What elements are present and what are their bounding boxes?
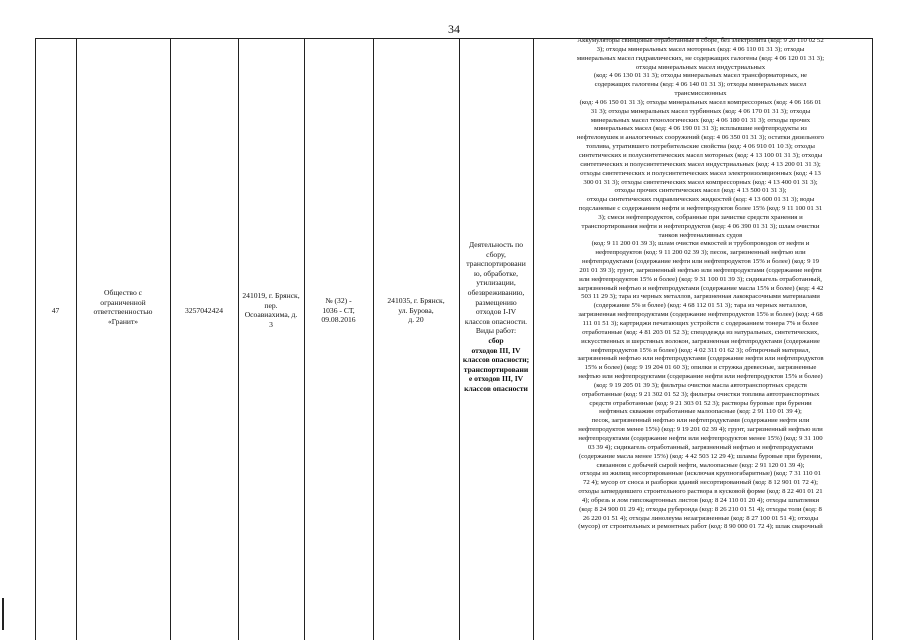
organization-name — [76, 288, 170, 326]
column-border — [373, 38, 374, 640]
waste-text-line: Аккумуляторы свинцовые отработанные в сборе, без электролита (код: 9 20 110 02 52 — [577, 37, 824, 44]
waste-text-line: (код: 8 24 900 01 29 4); отходы рубероида (код: 8 26 210 01 51 4); отходы толи (код: 8 — [579, 505, 822, 513]
waste-text-line: загрязненная нефтепродуктами (содержание нефтепродуктов 15% и более) (код: 4 68 — [578, 311, 823, 319]
waste-text-line: искусственных и шерстяных волокон, загрязненная нефтепродуктами (содержание — [581, 337, 820, 345]
organization-name-line: «Гранит» — [107, 316, 139, 326]
waste-text-line: (содержание 5% и более) (код: 4 68 112 01 51 3); тара из черных металлов, — [593, 302, 808, 310]
activity-text-line: классов опасности. — [464, 316, 528, 326]
activity-text-line: утилизации, — [476, 278, 516, 288]
activity-bold-line: сбор — [488, 335, 504, 345]
waste-text-line: песок, загрязненный нефтью или нефтепродуктами (содержание нефти или — [591, 417, 810, 425]
waste-text-line: 03 39 4); сидикагель отработанный, загрязненный нефтью и нефтепродуктами — [587, 443, 814, 451]
activity-description — [459, 240, 533, 394]
waste-text-line: (содержание масла менее 15%) (код: 4 42 503 12 29 4); шламы буровые при бурении, — [578, 452, 823, 460]
waste-text-line: нефтепродуктов 15% и более) (код: 4 02 311 01 62 3); обтирочный материал, — [590, 346, 811, 354]
column-border — [304, 38, 305, 640]
waste-text-line: 4); обрезь и лом гипсокартонных листов (код: 8 24 110 01 20 4); отходы шпатлевки — [581, 496, 820, 504]
legal-address-line: пер. — [264, 300, 278, 310]
activity-bold-line: классов опасности; — [462, 355, 530, 365]
waste-types-list — [534, 37, 867, 532]
waste-text-line: (код: 9 11 200 01 39 3); шлам очистки емкостей и трубопроводов от нефти и — [591, 240, 810, 248]
waste-text-line: 503 11 29 3); тара из черных металлов, загрязненная лакокрасочными материалами — [581, 293, 820, 301]
activity-bold-line: транспортировани — [463, 364, 529, 374]
waste-text-line: (код: 4 06 130 01 31 3); отходы минеральных масел трансформаторных, не — [593, 72, 808, 80]
waste-text-line: 300 01 31 3); отходы синтетических масел компрессорных (код: 4 13 400 01 31 3); — [583, 178, 818, 186]
activity-address-line: ул. Бурова, — [398, 305, 434, 315]
waste-text-line: связанном с добычей сырой нефти, малоопасные (код: 2 91 120 01 39 4); — [596, 461, 805, 469]
activity-text-line: обезвреживанию, — [467, 287, 525, 297]
waste-text-line: 111 01 51 3); картриджи печатающих устройств с содержанием тонера 7% и более — [582, 320, 819, 327]
waste-text-line: подсланевые с содержанием нефти и нефтепродуктов более 15% (код: 9 11 100 01 31 — [578, 205, 823, 213]
waste-text-line: (мусор) от строительных и ремонтных работ (код: 8 90 000 01 72 4); шлак сварочный — [578, 523, 823, 531]
legal-address-line: Осоавиахима, д. — [244, 310, 298, 320]
activity-text-line: транспортировани — [466, 259, 526, 269]
waste-text-line: 26 220 01 51 4); отходы линолеума незагрязненные (код: 8 27 100 01 51 4); отходы — [582, 514, 819, 522]
waste-text-line: содержащих галогены (код: 4 06 140 01 31 3); отходы минеральных масел — [594, 81, 807, 89]
waste-text-line: нефтепродуктов (код: 9 11 200 02 39 3); песок, загрязненный нефтью или — [595, 249, 806, 257]
activity-text-line: ю, обработке, — [474, 268, 518, 278]
activity-address-line: 241035, г. Брянск, — [387, 296, 445, 305]
waste-text-line: нефтепродуктов менее 15%) (код: 9 19 201 02 39 4); грунт, загрязненный нефтью или — [578, 426, 823, 434]
waste-text-line: отходы из жилищ несортированные (исключая крупногабаритные) (код: 7 31 110 01 — [580, 470, 821, 478]
waste-text-line: 201 01 39 3); грунт, загрязненный нефтью или нефтепродуктами (содержание нефти — [579, 266, 822, 274]
waste-text-line: синтетических и полусинтетических масел индустриальных (код: 4 13 200 01 31 3); — [580, 160, 821, 168]
waste-text-line: 3); смеси нефтепродуктов, собранные при зачистке средств хранения и — [598, 213, 803, 221]
waste-text-line: нефтяных скважин отработанные малоопасные (код: 2 91 110 01 39 4); — [599, 408, 802, 416]
legal-address-line: 241019, г. Брянск, — [242, 291, 300, 300]
waste-text-line: минеральных масел (код: 4 06 190 01 31 3); всплывшие нефтепродукты из — [594, 125, 807, 133]
waste-text-line: или нефтепродуктов 15% и более) (код: 9 31 100 01 39 3); сидикагель отработанный, — [579, 275, 822, 283]
waste-text-line: танков нефтеналивных судов — [658, 231, 743, 239]
waste-text-line: средств отработанные (код: 9 21 303 01 52 3); растворы буровые при бурении — [589, 399, 812, 407]
column-border — [76, 38, 77, 640]
waste-text-line: транспортирования нефти и нефтепродуктов (код: 4 06 390 01 31 3); шлам очистки — [581, 222, 820, 230]
waste-text-line: 31 3); отходы минеральных масел турбинных (код: 4 06 170 01 31 3); отходы — [590, 107, 811, 115]
page-number: 34 — [448, 22, 460, 36]
activity-bold-line: отходов III, IV — [471, 345, 521, 355]
activity-bold-line: е отходов III, IV — [468, 374, 524, 384]
margin-mark — [2, 598, 4, 630]
activity-text-line: Виды работ: — [475, 326, 517, 336]
waste-text-line: минеральных масел технологических (код: 4 06 180 01 31 3); отходы прочих — [590, 116, 811, 124]
organization-name-line: ответственностью — [93, 307, 153, 317]
activity-text-line: отходов I-IV — [475, 307, 517, 317]
inn-number: 3257042424 — [185, 306, 223, 315]
waste-text-line: нефтью или нефтепродуктами (содержание нефти или нефтепродуктов 15% и более) — [578, 373, 823, 381]
activity-text-line: сбору, — [486, 249, 506, 259]
waste-text-line: 15% и более) (код: 9 19 204 01 60 3); опилки и стружка древесные, загрязненные — [584, 364, 817, 372]
waste-text-line: отработанные (код: 9 21 302 01 52 3); фильтры очистки топлива автотранспортных — [581, 390, 820, 398]
legal-address-line: 3 — [269, 319, 273, 329]
column-border — [35, 38, 36, 640]
waste-text-line: нефтепродуктами (содержание нефти или нефтепродуктов 15% и более) (код: 9 19 — [581, 258, 819, 266]
waste-text-line: (код: 9 19 205 01 39 3); фильтры очистки масла автотранспортных средств — [594, 381, 807, 389]
activity-text-line: Деятельность по — [468, 240, 524, 249]
column-border — [170, 38, 171, 640]
waste-text-line: отходы прочих синтетических масел (код: 4 13 500 01 31 3); — [614, 187, 787, 195]
waste-text-line: минеральных масел гидравлических, не содержащих галогены (код: 4 06 120 01 31 3); — [576, 54, 825, 62]
waste-text-line: отходы минеральных масел индустриальных — [635, 63, 766, 71]
row-number: 47 — [51, 306, 60, 315]
waste-text-line: отходы синтетических гидравлических жидкостей (код: 4 13 600 01 31 3); воды — [586, 196, 815, 204]
organization-name-line: Общество с — [103, 288, 143, 297]
license-number — [304, 296, 373, 325]
waste-text-line: загрязненный нефтью или нефтепродуктами (содержание нефти или нефтепродуктов — [577, 355, 824, 363]
waste-text-line: трансмиссионных — [674, 90, 727, 98]
column-border — [872, 38, 873, 640]
waste-text-line: (код: 4 06 150 01 31 3); отходы минеральных масел компрессорных (код: 4 06 166 01 — [579, 98, 822, 106]
waste-text-line: 3); отходы минеральных масел моторных (код: 4 06 110 01 31 3); отходы — [596, 45, 805, 53]
waste-text-line: нефтеловушек и аналогичных сооружений (код: 4 06 350 01 31 3); остатки дизельного — [576, 134, 825, 142]
activity-text-line: размещению — [475, 297, 517, 307]
activity-bold-line: классов опасности — [464, 383, 528, 393]
organization-name-line: ограниченной — [100, 297, 146, 307]
license-line: 1036 - СТ, — [322, 305, 355, 315]
activity-address — [373, 296, 459, 325]
activity-address-line: д. 20 — [408, 315, 424, 325]
waste-text-line: топлива, утратившего потребительские свойства (код: 4 06 910 01 10 3); отходы — [586, 143, 815, 151]
waste-text-line: синтетических и полусинтетических масел моторных (код: 4 13 100 01 31 3); отходы — [578, 151, 823, 159]
waste-text-line: загрязненный нефтью и нефтепродуктами (содержание масла 15% и более) (код: 4 42 — [577, 284, 824, 292]
waste-text-line: отработанные (код: 4 81 203 01 52 3); спецодежда из натуральных, синтетических, — [582, 328, 819, 336]
license-registry-table — [35, 38, 873, 640]
waste-text-line: отходы затвердевшего строительного раствора в кусковой форме (код: 8 22 401 01 21 — [578, 488, 823, 496]
waste-text-line: нефтепродуктами (содержание нефти или нефтепродуктов менее 15%) (код: 9 31 100 — [578, 434, 823, 442]
column-border — [238, 38, 239, 640]
waste-text-line: 72 4); мусор от сноса и разборки зданий несортированный (код: 8 12 901 01 72 4); — [582, 479, 819, 487]
waste-text-line: отходы синтетических и полусинтетических масел электроизоляционных (код: 4 13 — [580, 169, 821, 177]
legal-address — [238, 291, 304, 329]
license-line: № (32) - — [325, 296, 352, 305]
license-line: 09.08.2016 — [321, 315, 356, 325]
